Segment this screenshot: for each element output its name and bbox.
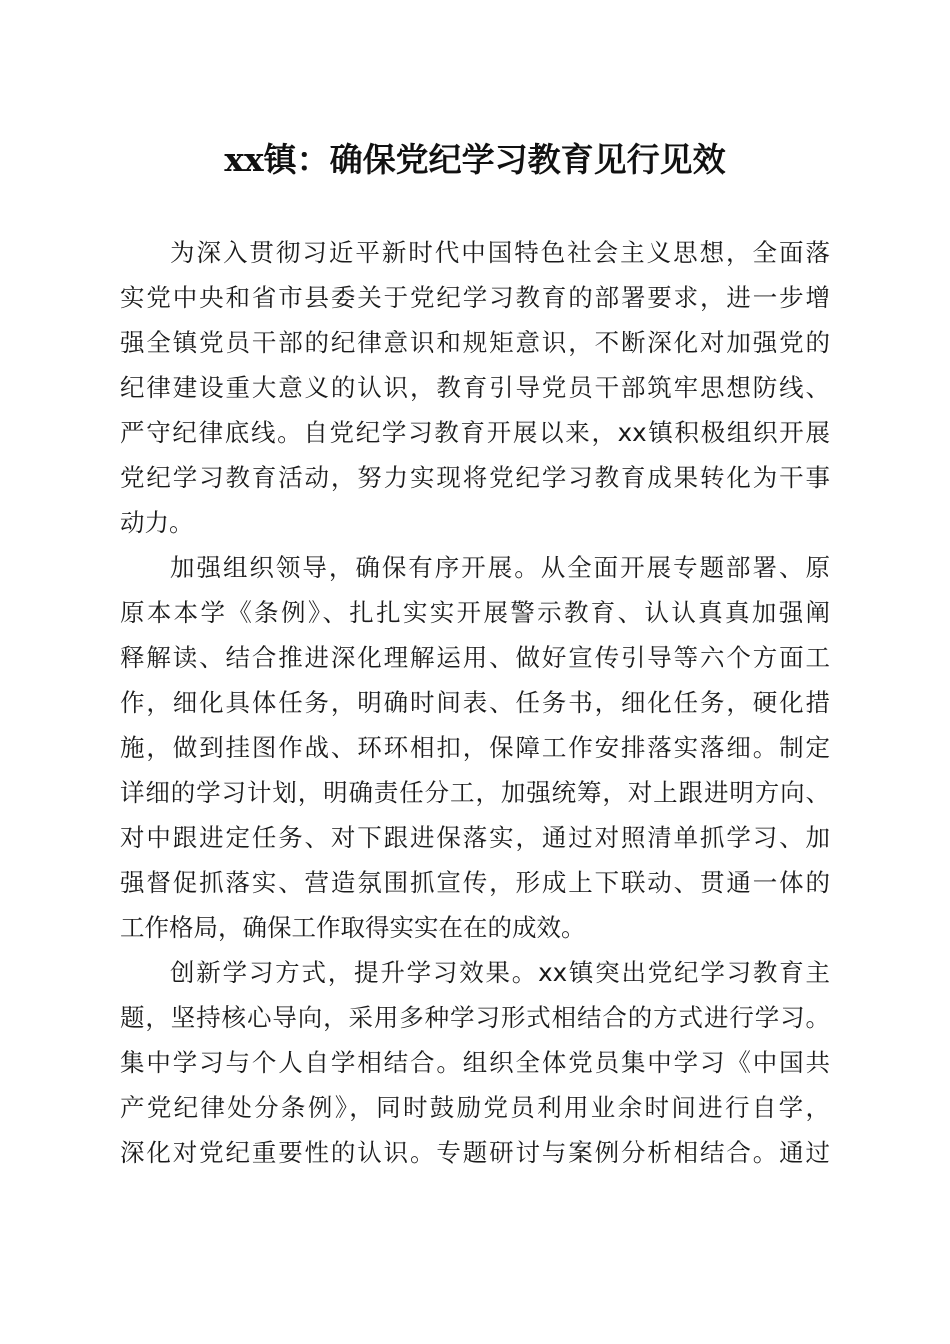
paragraph-line: 工作格局，确保工作取得实实在在的成效。 <box>120 913 586 942</box>
paragraph-line: 为深入贯彻习近平新时代中国特色社会主义思想，全面落 <box>170 238 830 267</box>
paragraph-line: 原本本学《条例》、扎扎实实开展警示教育、认认真真加强阐 <box>120 598 830 627</box>
paragraph-line: 党纪学习教育活动，努力实现将党纪学习教育成果转化为干事 <box>120 463 830 492</box>
paragraph-1 <box>120 230 830 545</box>
paragraph-line: 施，做到挂图作战、环环相扣，保障工作安排落实落细。制定 <box>120 733 830 762</box>
paragraph-line: 强督促抓落实、营造氛围抓宣传，形成上下联动、贯通一体的 <box>120 868 830 897</box>
paragraph-line: 强全镇党员干部的纪律意识和规矩意识，不断深化对加强党的 <box>120 328 830 357</box>
paragraph-line: 严守纪律底线。自党纪学习教育开展以来，xx镇积极组织开展 <box>120 418 830 447</box>
paragraph-line: 深化对党纪重要性的认识。专题研讨与案例分析相结合。通过 <box>120 1138 830 1167</box>
paragraph-line: 对中跟进定任务、对下跟进保落实，通过对照清单抓学习、加 <box>120 823 830 852</box>
paragraph-line: 纪律建设重大意义的认识，教育引导党员干部筑牢思想防线、 <box>120 373 830 402</box>
paragraph-line: 集中学习与个人自学相结合。组织全体党员集中学习《中国共 <box>120 1048 830 1077</box>
paragraph-line: 题，坚持核心导向，采用多种学习形式相结合的方式进行学习。 <box>120 1003 830 1032</box>
document-title: xx镇：确保党纪学习教育见行见效 <box>224 140 726 179</box>
paragraph-line: 作，细化具体任务，明确时间表、任务书，细化任务，硬化措 <box>120 688 830 717</box>
paragraph-3 <box>120 950 830 1175</box>
paragraph-line: 加强组织领导，确保有序开展。从全面开展专题部署、原 <box>170 553 830 582</box>
document-body <box>120 230 830 1175</box>
paragraph-2 <box>120 545 830 950</box>
paragraph-line: 创新学习方式，提升学习效果。xx镇突出党纪学习教育主 <box>170 958 830 987</box>
paragraph-line: 实党中央和省市县委关于党纪学习教育的部署要求，进一步增 <box>120 283 830 312</box>
paragraph-line: 产党纪律处分条例》，同时鼓励党员利用业余时间进行自学， <box>120 1093 830 1122</box>
paragraph-line: 动力。 <box>120 508 194 537</box>
paragraph-line: 详细的学习计划，明确责任分工，加强统筹，对上跟进明方向、 <box>120 778 830 807</box>
paragraph-line: 释解读、结合推进深化理解运用、做好宣传引导等六个方面工 <box>120 643 830 672</box>
